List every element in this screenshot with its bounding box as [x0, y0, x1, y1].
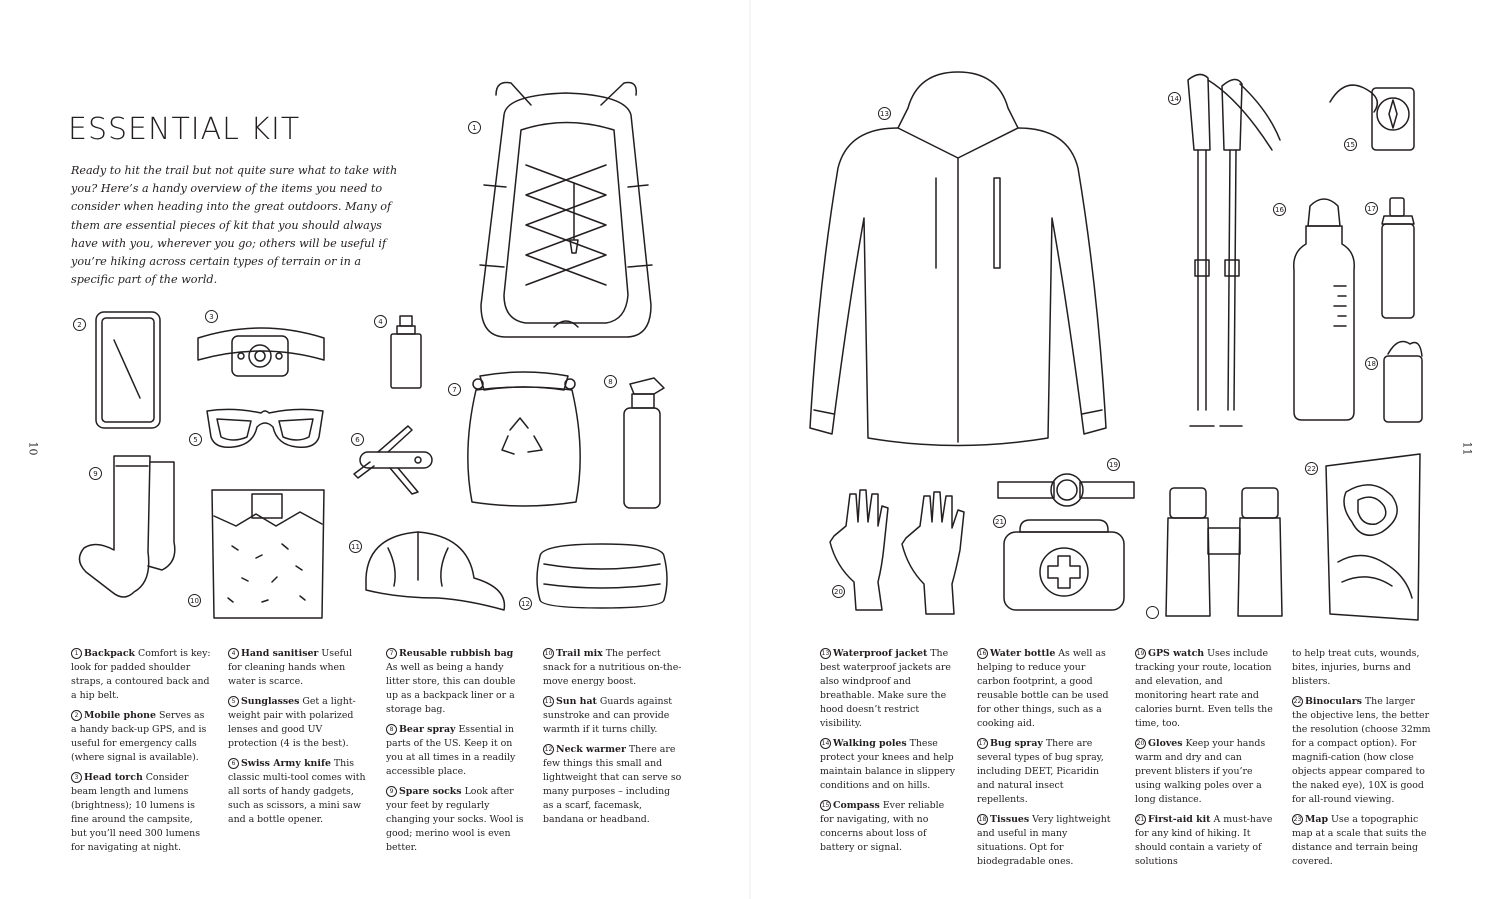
tissues-illustration — [1380, 334, 1426, 424]
item-description: 20 Gloves Keep your hands warm and dry and can prevent blisters if you’re using walking poles over a long distance. — [1135, 737, 1266, 805]
backpack-illustration — [466, 75, 666, 345]
swiss-army-knife-illustration — [348, 422, 438, 502]
water-bottle-illustration — [1290, 196, 1358, 424]
item-description: 10 Trail mix The perfect snack for a nutritious on-the-move energy boost. — [543, 648, 682, 687]
item-number: 2 — [73, 318, 86, 331]
rubbish-bag-illustration — [458, 370, 590, 510]
item-description: 3 Head torch Consider beam length and lumens (brightness); 10 lumens is fine around the campsite, but you’ll need 300 lumens for navigating at night. — [71, 772, 201, 853]
item-description-continued: to help treat cuts, wounds, bites, injuries, burns and blisters. — [1292, 648, 1420, 687]
compass-illustration — [1324, 72, 1420, 156]
item-number: 8 — [604, 375, 617, 388]
item-number: 1 — [468, 121, 481, 134]
item-number: 14 — [1168, 92, 1181, 105]
bug-spray-illustration — [1378, 196, 1418, 320]
item-description: 2 Mobile phone Serves as a handy back-up GPS, and is useful for emergency calls (where signal is available). — [71, 710, 207, 763]
item-description: 19 GPS watch Uses include tracking your route, location and elevation, and monitoring heart rate and calories burnt. Even tells the time, too. — [1135, 648, 1273, 729]
item-description: 5 Sunglasses Get a light-weight pair with polarized lenses and good UV protection (4 is the best). — [228, 696, 356, 749]
item-number: 22 — [1305, 462, 1318, 475]
item-description: 8 Bear spray Essential in parts of the US. Keep it on you at all times in a readily accessible place. — [386, 724, 516, 777]
item-number: 3 — [205, 310, 218, 323]
item-number: 18 — [1365, 357, 1378, 370]
description-column — [228, 647, 368, 833]
page-number-right: 11 — [1460, 441, 1474, 456]
trail-mix-illustration — [206, 486, 330, 624]
item-description: 16 Water bottle As well as helping to reduce your carbon footprint, a good reusable bottle can be used for other things, such as a cooking aid. — [977, 648, 1109, 729]
item-number: 15 — [1344, 138, 1357, 151]
item-description: 17 Bug spray There are several types of bug spray, including DEET, Picaridin and natural insect repellents. — [977, 737, 1104, 805]
item-description: 9 Spare socks Look after your feet by regularly changing your socks. Wool is good; merino wool is even better. — [386, 786, 524, 853]
description-column — [1292, 647, 1432, 875]
item-number: 5 — [189, 433, 202, 446]
item-description: 21 First-aid kit A must-have for any kind of hiking. It should contain a variety of solutions — [1135, 813, 1273, 867]
item-description: 1 Backpack Comfort is key: look for padded shoulder straps, a contoured back and a hip belt. — [71, 648, 211, 701]
map-illustration — [1322, 452, 1424, 622]
item-number: 9 — [89, 467, 102, 480]
description-column — [543, 647, 683, 833]
description-column — [820, 647, 960, 861]
spare-socks-illustration — [70, 452, 182, 612]
item-description: 13 Waterproof jacket The best waterproof jackets are also windproof and breathable. Make sure the hood doesn’t restrict visibility. — [820, 648, 951, 729]
item-description: 14 Walking poles These protect your knees and help maintain balance in slippery conditions and on hills. — [820, 737, 956, 791]
item-number: 11 — [349, 540, 362, 553]
description-column — [977, 647, 1117, 875]
item-number: 10 — [188, 594, 201, 607]
item-number: 20 — [832, 585, 845, 598]
item-description: 6 Swiss Army knife This classic multi-tool comes with all sorts of handy gadgets, such as scissors, a mini saw and a bottle opener. — [228, 758, 366, 825]
mobile-phone-illustration — [94, 310, 164, 430]
first-aid-kit-illustration — [1000, 516, 1128, 614]
waterproof-jacket-illustration — [808, 68, 1108, 448]
description-column — [71, 647, 211, 861]
item-number: 7 — [448, 383, 461, 396]
right-page — [750, 0, 1500, 899]
item-number: 13 — [878, 107, 891, 120]
page-number-left: 10 — [26, 441, 40, 456]
item-description: 11 Sun hat Guards against sunstroke and can provide warmth if it turns chilly. — [543, 696, 673, 736]
neck-warmer-illustration — [532, 540, 672, 612]
sun-hat-illustration — [358, 528, 508, 616]
item-description: 12 Neck warmer There are few things this small and lightweight that can serve so many purposes – including as a scarf, facemask, bandana or headband. — [543, 744, 682, 825]
item-description: 15 Compass Ever reliable for navigating, with no concerns about loss of battery or signal. — [820, 800, 945, 853]
item-number: 16 — [1273, 203, 1286, 216]
hand-sanitiser-illustration — [388, 314, 424, 390]
item-number: 12 — [519, 597, 532, 610]
walking-poles-illustration — [1180, 70, 1260, 470]
item-description: 23 Map Use a topographic map at a scale that suits the distance and terrain being covered. — [1292, 813, 1427, 867]
item-description: 18 Tissues Very lightweight and useful in many situations. Opt for biodegradable ones. — [977, 813, 1111, 867]
head-torch-illustration — [196, 318, 326, 380]
gps-watch-illustration — [994, 472, 1138, 508]
bear-spray-illustration — [620, 372, 670, 510]
description-column — [386, 647, 526, 861]
gloves-illustration — [826, 486, 976, 618]
item-description: 7 Reusable rubbish bag As well as being a handy litter store, this can double up as a backpack liner or a storage bag. — [386, 648, 516, 715]
item-number: 4 — [374, 315, 387, 328]
item-description: 4 Hand sanitiser Useful for cleaning hands when water is scarce. — [228, 648, 353, 687]
page-title: ESSENTIAL KIT — [68, 112, 301, 147]
item-number — [1146, 606, 1159, 619]
binoculars-illustration — [1164, 484, 1288, 620]
item-description: 22 Binoculars The larger the objective lens, the better the resolution (choose 32mm for a compact option). For magnifi-cation (how close objects appear compared to the naked eye), 10X is good for all-round viewing. — [1292, 696, 1431, 805]
description-column — [1135, 647, 1275, 875]
item-number: 19 — [1107, 458, 1120, 471]
item-number: 6 — [351, 433, 364, 446]
intro-text: Ready to hit the trail but not quite sure what to take with you? Here’s a handy overview of the items you need to consider when heading into the great outdoors. Many of them are essential pieces of kit that you should always have with you, wherever you go; others will be useful if you’re hiking across certain types of terrain or in a specific part of the world. — [71, 164, 398, 287]
item-number: 21 — [993, 515, 1006, 528]
item-number: 17 — [1365, 202, 1378, 215]
sunglasses-illustration — [203, 405, 327, 453]
